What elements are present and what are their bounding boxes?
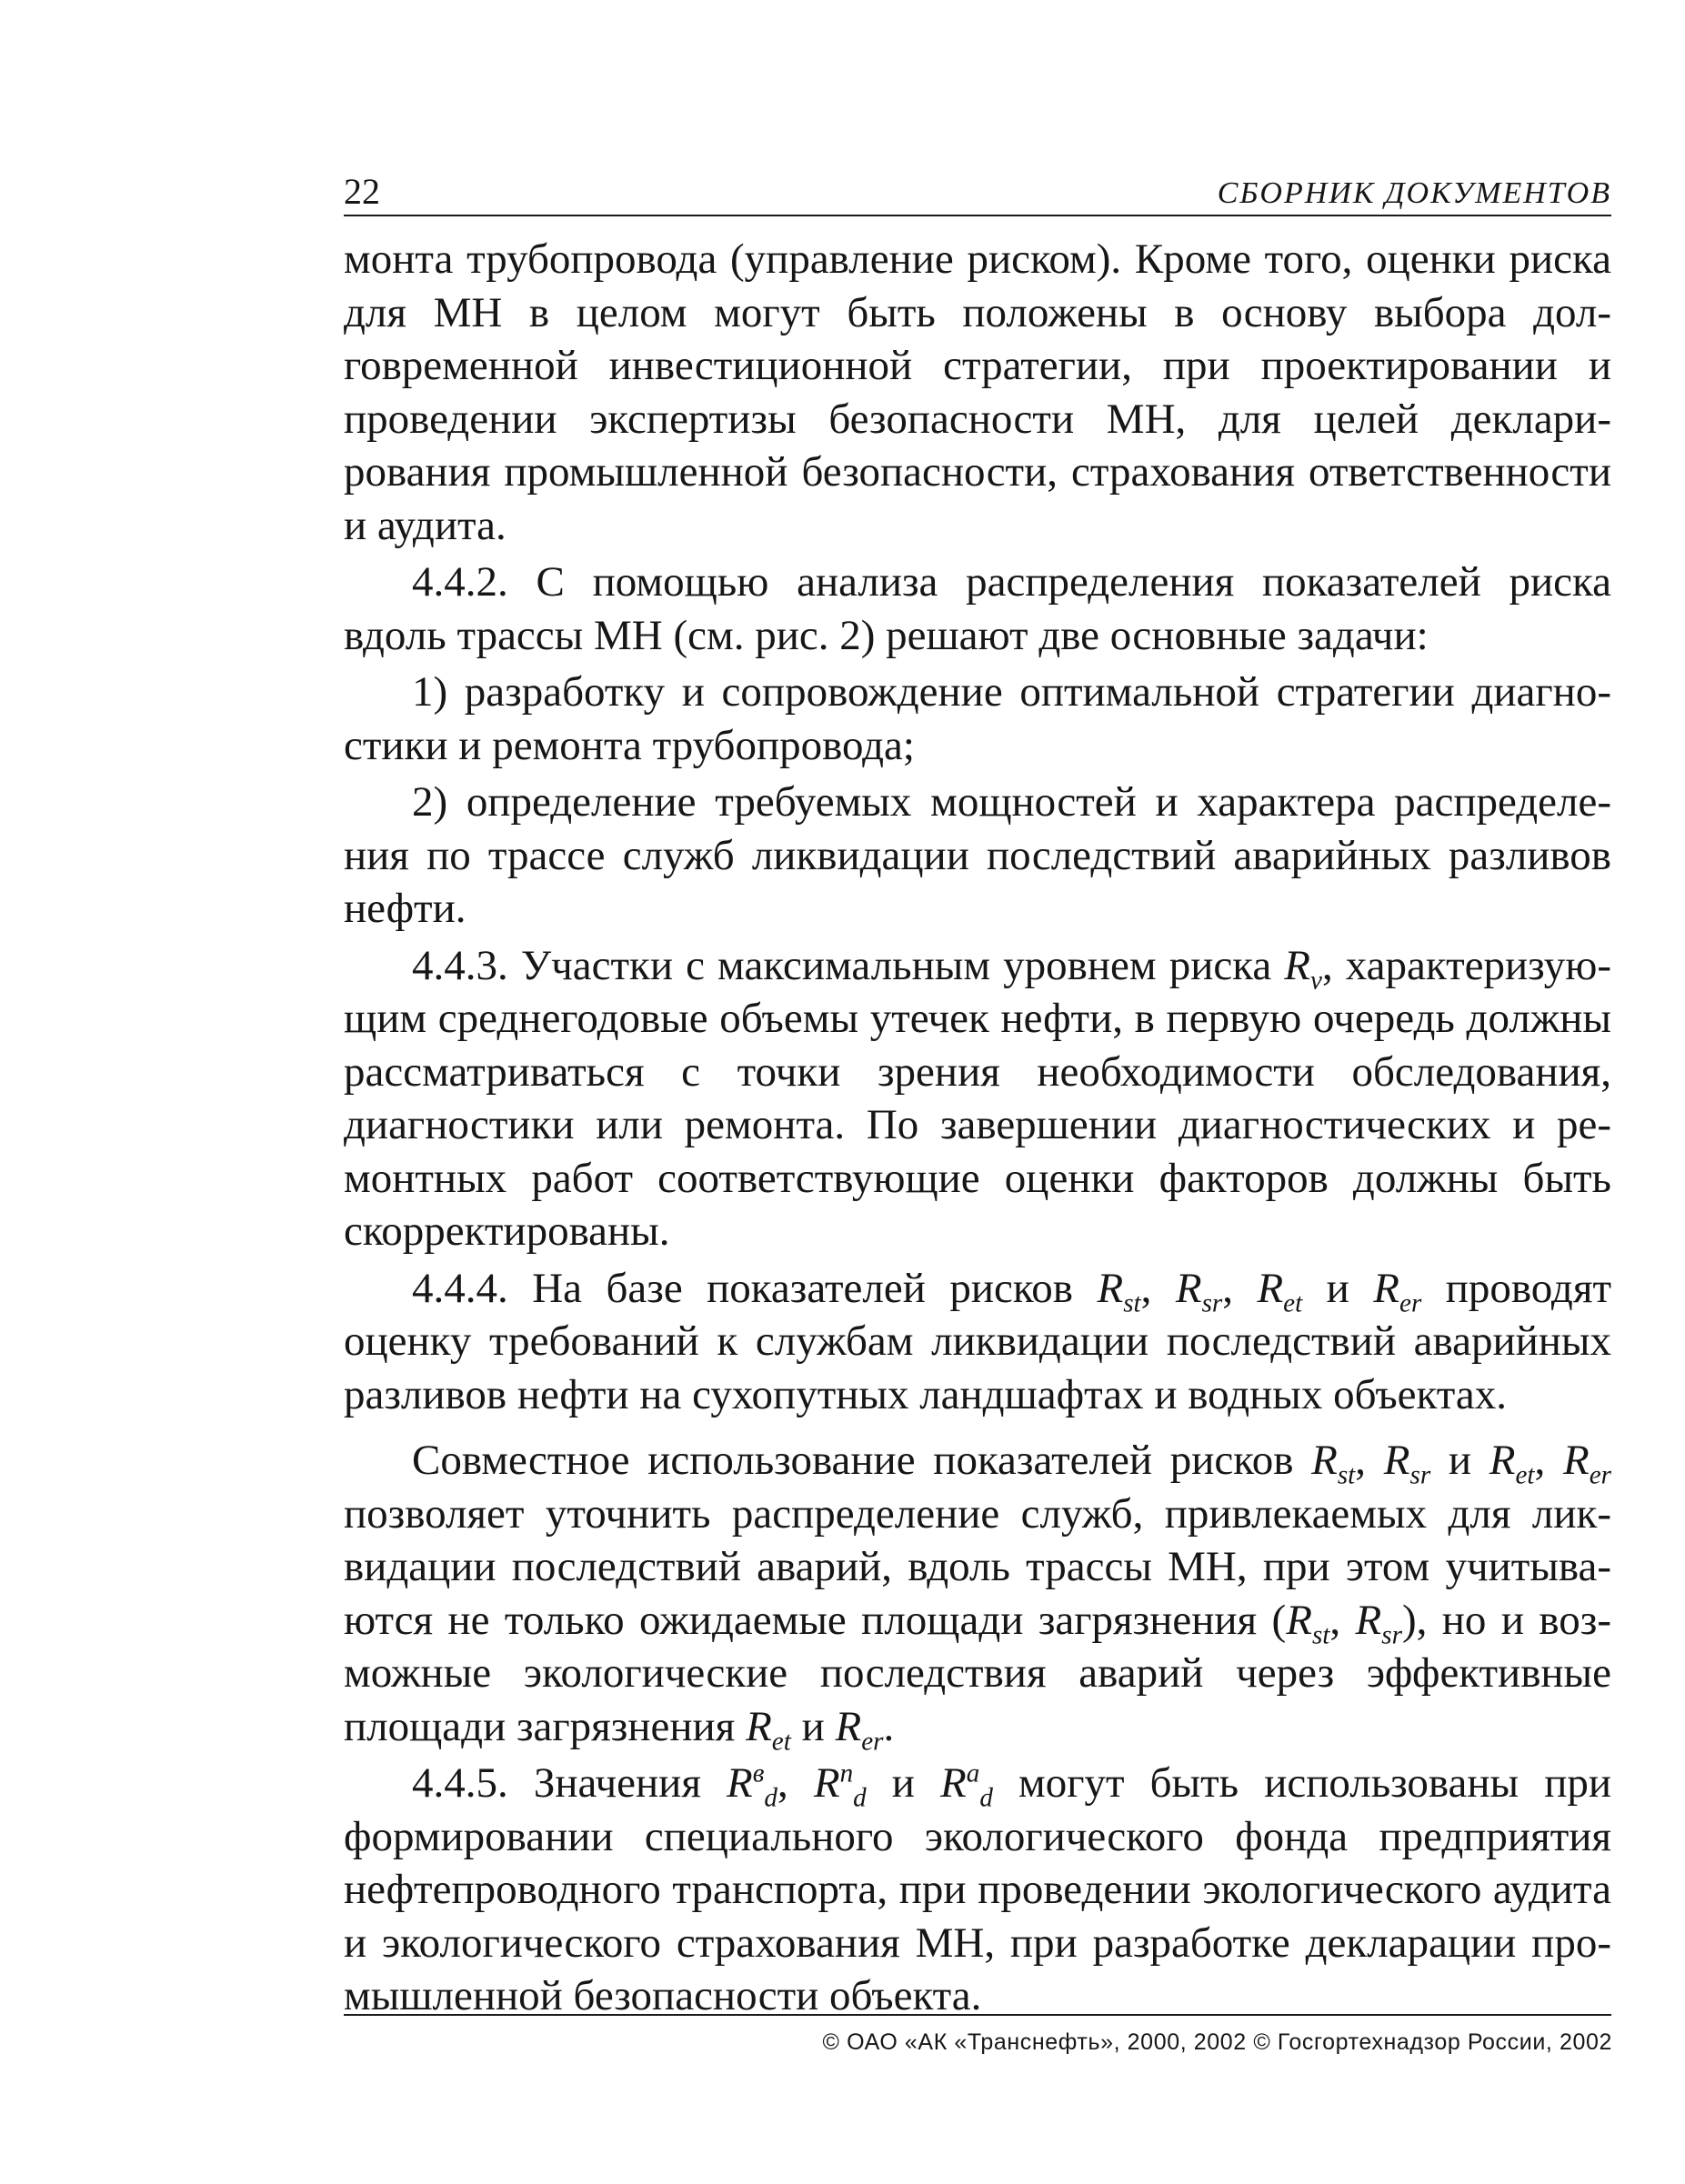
text-span: ), но и возможные экологические последствия аварий через эффективные площади загрязнения	[344, 1596, 1611, 1750]
symbol-r-v: $R_v$	[1284, 941, 1322, 995]
footer-rule	[344, 2014, 1611, 2016]
symbol-r-sr: $R_{sr}$	[1383, 1437, 1431, 1490]
symbol-r-et: $R_{et}$	[1489, 1437, 1535, 1490]
text-span: Совместное использование показателей рисков	[412, 1437, 1312, 1484]
running-title: СБОРНИК ДОКУМЕНТОВ	[1217, 176, 1611, 210]
symbol-r-d-p: $R^п_d$	[813, 1758, 867, 1813]
text-span: могут быть использованы при формировании специального экологического фонда предприятия нефтепроводного транспорта, при проведении экологического аудита и экологического страхования МН, при разработке декларации промышленной безопасности объекта.	[344, 1759, 1612, 2019]
text-span: 4.4.4. На базе показателей рисков	[412, 1264, 1098, 1312]
paragraph-4-4-4: 4.4.4. На базе показателей рисков $R_{st}$, $R_{sr}$, $R_{et}$ и $R_{er}$ проводят оценку требований к службам ликвидации последствий аварийных разливов нефти на сухопутных ландшафтах и водных объектах.	[344, 1264, 1611, 1418]
symbol-r-er: $R_{er}$	[1563, 1437, 1611, 1490]
symbol-r-st: $R_{st}$	[1286, 1596, 1330, 1649]
symbol-r-d-v: $R^в_d$	[727, 1758, 777, 1813]
symbol-r-et: $R_{et}$	[746, 1702, 791, 1756]
text-span: 4.4.3. Участки с максимальным уровнем риска	[412, 941, 1285, 989]
symbol-r-er: $R_{er}$	[1373, 1264, 1422, 1317]
symbol-r-st: $R_{st}$	[1311, 1437, 1356, 1490]
page-number: 22	[344, 171, 380, 212]
symbol-r-st: $R_{st}$	[1097, 1264, 1141, 1317]
paragraph-4-4-3	[344, 939, 1611, 1258]
symbol-r-sr: $R_{sr}$	[1355, 1596, 1402, 1649]
body-text	[344, 233, 1611, 2023]
text-span: проводят оценку требований к службам ликвидации последствий аварийных разливов нефти на сухопутных ландшафтах и водных объектах.	[344, 1264, 1611, 1418]
paragraph-task-2: 2) определение требуемых мощностей и характера распределения по трассе служб ликвидации последствий аварийных разливов нефти.	[344, 778, 1611, 932]
paragraph-1: монта трубопровода (управление риском). Кроме того, оценки риска для МН в целом могут быть положены в основу выбора долговременной инвестиционной стратегии, при проектировании и проведении экспертизы безопасности МН, для целей декларирования промышленной безопасности, страхования ответственности и аудита.	[344, 235, 1611, 549]
text-span: позволяет уточнить распределение служб, привлекаемых для ликвидации последствий аварий, вдоль трассы МН, при этом учитываются не только ожидаемые площади загрязнения (	[344, 1489, 1611, 1644]
symbol-r-sr: $R_{sr}$	[1175, 1264, 1223, 1317]
page-header	[344, 162, 1611, 216]
copyright-notice: © ОАО «АК «Транснефть», 2000, 2002 © Госгортехнадзор России, 2002	[822, 2029, 1612, 2055]
symbol-r-d-a: $R^а_d$	[940, 1758, 993, 1813]
paragraph-4-4-2: 4.4.2. С помощью анализа распределения показателей риска вдоль трассы МН (см. рис. 2) решают две основные задачи:	[344, 558, 1611, 659]
text-span: , характеризующим среднегодовые объемы утечек нефти, в первую очередь должны рассматриваться с точки зрения необходимости обследования, диагностики или ремонта. По завершении диагностических и ремонтных работ соответствующие оценки факторов должны быть скорректированы.	[344, 941, 1612, 1255]
text-span: 4.4.5. Значения	[412, 1759, 727, 1807]
paragraph-joint-use: Совместное использование показателей рисков $R_{st}$, $R_{sr}$ и $R_{et}$, $R_{er}$ позволяет уточнить распределение служб, привлекаемых для ликвидации последствий аварий, вдоль трассы МН, при этом учитываются не только ожидаемые площади загрязнения ($R_{st}$, $R_{sr}$), но и возможные экологические последствия аварий через эффективные площади загрязнения $R_{et}$ и $R_{er}$.	[344, 1437, 1611, 1756]
paragraph-task-1: 1) разработку и сопровождение оптимальной стратегии диагностики и ремонта трубопровода;	[344, 668, 1611, 769]
symbol-r-et: $R_{et}$	[1257, 1264, 1303, 1317]
symbol-r-er: $R_{er}$	[835, 1702, 884, 1756]
paragraph-4-4-5: 4.4.5. Значения $R^в_d$, $R^п_d$ и $R^а_d$ могут быть использованы при формировании специального экологического фонда предприятия нефтепроводного транспорта, при проведении экологического аудита и экологического страхования МН, при разработке декларации промышленной безопасности объекта.	[344, 1758, 1612, 2019]
